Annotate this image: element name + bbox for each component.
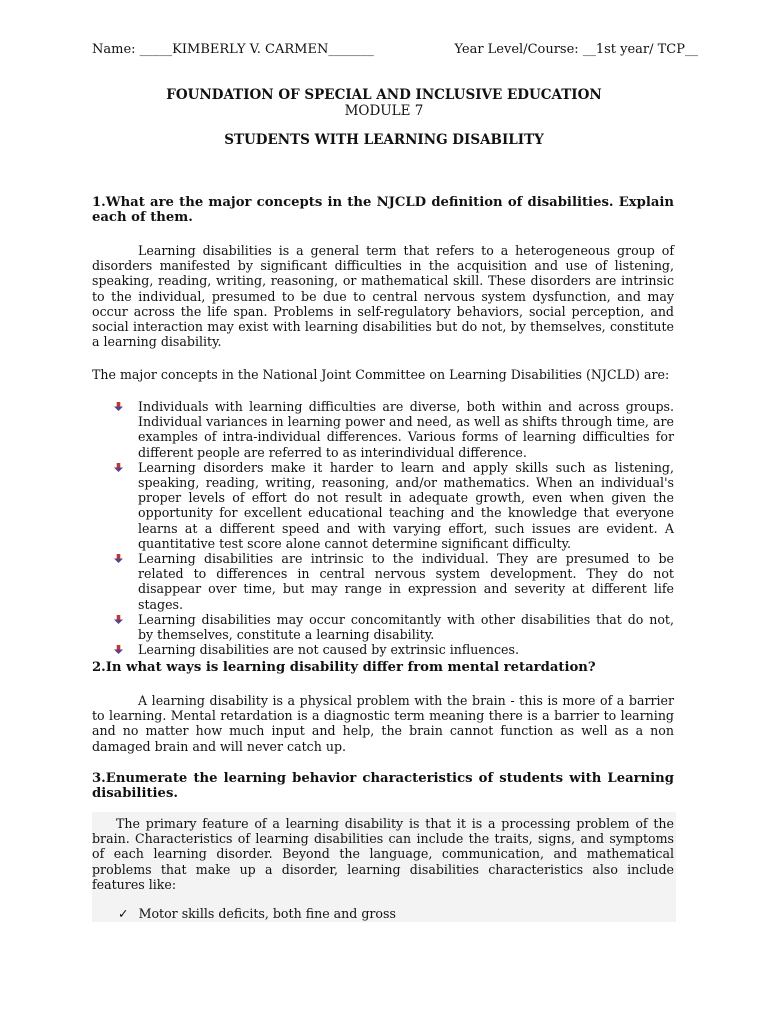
name-label: Name:: [92, 42, 136, 57]
njcld-concepts-list: [114, 399, 674, 657]
q3-paragraph: The primary feature of a learning disability is that it is a processing problem of the brain. Characteristics of learning disabilities can include the traits, signs, and symptoms of each learning disorder. Beyond the language, communication, and mathematical problems that make up a disorder, learning disabilities characteristics also include features like:: [92, 816, 674, 892]
question-3: 3.Enumerate the learning behavior characteristics of students with Learning disabilities.: [92, 771, 674, 802]
year-section: [454, 42, 698, 57]
arrow-down-bullet-icon: [114, 463, 123, 472]
module-title: STUDENTS WITH LEARNING DISABILITY: [224, 132, 544, 148]
question-2: 2.In what ways is learning disability differ from mental retardation?: [92, 660, 596, 675]
list-item: [114, 551, 674, 612]
q2-paragraph: A learning disability is a physical problem with the brain - this is more of a barrier to learning. Mental retardation is a diagnostic term meaning there is a barrier to learning and no matter how much input and help, the brain cannot function as well as a non damaged brain and will never catch up.: [92, 693, 674, 754]
q1-intro: The major concepts in the National Joint Committee on Learning Disabilities (NJCLD) are:: [92, 367, 670, 382]
year-value: __1st year/ TCP__: [582, 42, 698, 57]
arrow-down-bullet-icon: [114, 554, 123, 563]
name-value: _____KIMBERLY V. CARMEN_______: [139, 42, 374, 57]
year-label: Year Level/Course:: [454, 42, 579, 57]
course-title: FOUNDATION OF SPECIAL AND INCLUSIVE EDUCATION: [166, 87, 602, 103]
q1-paragraph: Learning disabilities is a general term that refers to a heterogeneous group of disorders manifested by significant difficulties in the acquisition and use of listening, speaking, reading, writing, reasoning, or mathematical skill. These disorders are intrinsic to the individual, presumed to be due to central nervous system dysfunction, and may occur across the life span. Problems in self-regulatory behaviors, social perception, and social interaction may exist with learning disabilities but do not, by themselves, constitute a learning disability.: [92, 243, 674, 350]
list-item: [114, 642, 674, 657]
arrow-down-bullet-icon: [114, 615, 123, 624]
bullet-text: Learning disorders make it harder to learn and apply skills such as listening, speaking, reading, writing, reasoning, and/or mathematics. When an individual's proper levels of effort do not result in adequate growth, even when given the opportunity for excellent educational teaching and the knowledge that everyone learns at a different speed and with varying effort, such issues are evident. A quantitative test score alone cannot determine significant difficulty.: [138, 459, 674, 551]
list-item: [114, 399, 674, 460]
arrow-down-bullet-icon: [114, 402, 123, 411]
module-number: MODULE 7: [344, 103, 424, 119]
list-item: [114, 460, 674, 551]
list-item: [114, 612, 674, 642]
check-list-item: [118, 906, 396, 921]
bullet-text: Learning disabilities may occur concomitantly with other disabilities that do not, by themselves, constitute a learning disability.: [138, 611, 674, 643]
name-section: [92, 42, 374, 57]
bullet-text: Individuals with learning difficulties are diverse, both within and across groups. Individual variances in learning power and need, as well as shifts through time, are examples of intra-individual differences. Various forms of learning difficulties for different people are referred to as interindividual difference.: [138, 399, 674, 460]
header-line: [92, 42, 698, 57]
bullet-text: Learning disabilities are intrinsic to the individual. They are presumed to be related to differences in central nervous system development. They do not disappear over time, but may range in expression and severity at different life stages.: [138, 551, 674, 612]
checkmark-icon: ✓: [118, 906, 129, 921]
question-1: 1.What are the major concepts in the NJCLD definition of disabilities. Explain each of them.: [92, 195, 674, 226]
check-item-text: Motor skills deficits, both fine and gross: [138, 906, 396, 921]
bullet-text: Learning disabilities are not caused by extrinsic influences.: [138, 642, 519, 658]
arrow-down-bullet-icon: [114, 645, 123, 654]
